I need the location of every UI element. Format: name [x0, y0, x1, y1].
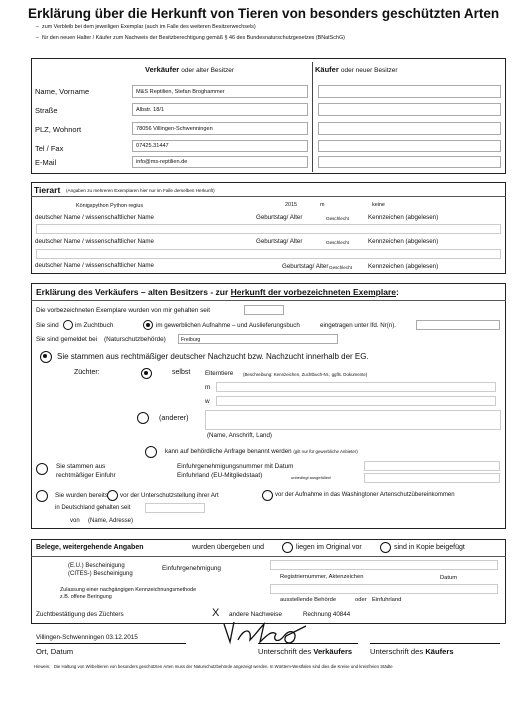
einfuhr-num-label: Einfuhrgenehmigungsnummer mit Datum [177, 463, 294, 470]
animal-1-name-label: deutscher Name / wissenschaftlicher Name [35, 214, 154, 221]
seller-street-value: Albstr. 18/1 [136, 107, 164, 113]
parent-m-field[interactable] [216, 382, 496, 392]
original-label: liegen im Original vor [296, 544, 362, 551]
eu-bescheinigung-label: (E.U.) Bescheinigung [68, 563, 125, 569]
seller-name-value: M&S Reptilien, Stefan Broghammer [136, 89, 225, 95]
cites-bescheinigung-label: (CITES-) Bescheinigung [68, 571, 133, 577]
animal-3-birth-label: Geburtstag/ Alter [282, 263, 329, 270]
unterschutz-label: vor der Unterschutzstellung ihrer Art [120, 492, 219, 499]
seller-signature-line [258, 643, 358, 644]
einfuhrland-label: Einfuhrland (EU-Mitgliedstaat) [177, 472, 263, 479]
elterntiere-label: Elterntiere [205, 370, 234, 377]
declaration-heading: Erklärung des Verkäufers – alten Besitzers - zur Herkunft der vorbezeichneten Exemplare: [36, 287, 399, 297]
gemeldet-label: Sie sind gemeldet bei [36, 336, 98, 343]
parent-w-label: w [205, 398, 210, 405]
uebergeben-label: wurden übergeben und [192, 544, 265, 551]
animals-heading-note: (Angaben zu mehreren Exemplaren hier nur im Falle derselben Herkunft) [66, 188, 215, 193]
washington-radio[interactable] [262, 490, 273, 501]
kopie-radio[interactable] [380, 542, 391, 553]
footer-note: Hinweis: Die Haltung von Wirbeltieren von besonders geschützten Arten muss der Naturschutzbehörde angezeigt werden. In Württem-Westfalen sind dies die Kreise und kreisfreien Städte [34, 664, 393, 669]
animal-2-name-label: deutscher Name / wissenschaftlicher Name [35, 238, 154, 245]
animal-1-sex-label: Geschlecht [326, 216, 349, 221]
behoerde-beleg-field[interactable] [270, 584, 498, 594]
animal-2-sex-label: Geschlecht [326, 240, 349, 245]
elterntiere-note: (Beschreibung: Kennzeichen, Zuchtbuch-Nr., ggfls. Dokumente) [243, 372, 368, 377]
seller-city-value: 78056 Villingen-Schwenningen [136, 126, 213, 132]
parties-divider [312, 62, 313, 172]
belege-heading: Belege, weitergehende Angaben [36, 544, 144, 551]
buyer-signature-line [370, 643, 500, 644]
animal-1-birth-label: Geburtstag/ Alter [256, 214, 303, 221]
ausstellende-label: ausstellende Behörde [280, 597, 337, 603]
einfuhr-radio[interactable] [36, 463, 48, 475]
zuchtbuch-label: im Zuchtbuch [75, 322, 114, 329]
washington-label: vor der Aufnahme in das Washingtoner Artenschutzübereinkommen [275, 492, 455, 498]
andere-label: andere Nachweise [229, 611, 282, 618]
animal-entry-name: Königspython Python regius [76, 203, 144, 209]
selbst-radio[interactable] [141, 368, 152, 379]
label-email: E-Mail [35, 158, 57, 167]
animals-heading: Tierart [34, 185, 61, 195]
behoerde-field[interactable] [178, 334, 338, 344]
einfuhr-num-field[interactable] [364, 461, 500, 471]
unterschutz-radio[interactable] [107, 490, 118, 501]
buyer-heading: Käufer oder neuer Besitzer [315, 65, 398, 74]
name-anschrift-label: (Name, Anschrift, Land) [207, 432, 272, 439]
einfuhrgen-label: Einfuhrgenehmigung [162, 565, 221, 572]
seller-signature-label: Unterschrift des Verkäufers [258, 647, 353, 656]
label-street: Straße [35, 106, 58, 115]
anderer-field[interactable] [205, 410, 501, 430]
animal-2-field[interactable] [36, 224, 501, 234]
bereits-radio[interactable] [36, 490, 48, 502]
bereits-label: Sie wurden bereits [55, 492, 108, 499]
animal-3-sex-label: Geschlecht [329, 265, 352, 270]
intro-line-2: – für den neuen Halter / Käufer zum Nachweis der Besitzberechtigung gemäß § 46 des Bundesnaturschutzgesetzes (BNatSchG) [36, 35, 345, 41]
animal-entry-year: 2015 [285, 202, 297, 208]
animals-heading-rule [31, 196, 506, 197]
einfuhr-label-1: Sie stammen aus [56, 463, 106, 470]
animal-3-field[interactable] [36, 249, 501, 259]
seller-heading: Verkäufer oder alter Besitzer [145, 65, 235, 74]
buyer-name-field[interactable] [318, 85, 501, 98]
buyer-email-field[interactable] [318, 156, 501, 168]
von-label: von [70, 518, 80, 524]
kept-since-field[interactable] [244, 305, 284, 315]
in-deutschland-field[interactable] [145, 503, 205, 513]
kopie-label: sind in Kopie beigefügt [394, 544, 465, 551]
label-city: PLZ, Wohnort [35, 125, 82, 134]
behoerde-value: Freiburg [181, 337, 201, 343]
anderer-label: (anderer) [159, 413, 189, 422]
gewerb-label: im gewerblichen Aufnahme – und Auslieferungsbuch [156, 322, 300, 329]
nachzucht-label: Sie stammen aus rechtmäßiger deutscher Nachzucht bzw. Nachzucht innerhalb der EG. [57, 352, 369, 361]
animal-3-mark-label: Kennzeichen (abgelesen) [368, 263, 439, 270]
einfuhrland-beleg-label: Einfuhrland [372, 597, 402, 603]
parent-m-label: m [205, 384, 211, 391]
kept-since-label: Die vorbezeichneten Exemplare wurden von mir gehalten seit [36, 307, 211, 314]
rechnung-value: Rechnung 40844 [303, 611, 351, 618]
sie-sind-label: Sie sind [36, 322, 59, 329]
zuechter-label: Züchter: [74, 369, 100, 376]
buyer-signature-label: Unterschrift des Käufers [370, 647, 454, 656]
zuchtbuch-radio[interactable] [63, 320, 73, 330]
lfd-nr-field[interactable] [416, 320, 500, 330]
seller-phone-value: 07425.31447 [136, 143, 169, 149]
page-title: Erklärung über die Herkunft von Tieren von besonders geschützten Arten [28, 6, 500, 21]
buyer-phone-field[interactable] [318, 140, 501, 152]
animal-entry-mark: keine [372, 202, 385, 208]
label-name: Name, Vorname [35, 87, 90, 96]
original-radio[interactable] [282, 542, 293, 553]
animal-1-mark-label: Kennzeichen (abgelesen) [368, 214, 439, 221]
nachzucht-radio[interactable] [40, 351, 52, 363]
zulassung-label-1: Zulassung einer nachgängigen Kennzeichnungsmethode [60, 587, 197, 593]
selbst-label: selbst [172, 369, 191, 376]
buyer-city-field[interactable] [318, 122, 501, 135]
ort-datum-label: Ort, Datum [36, 647, 74, 656]
parent-w-field[interactable] [216, 396, 496, 406]
gewerb-radio[interactable] [143, 320, 153, 330]
einfuhr-label-2: rechtmäßiger Einfuhr [56, 472, 116, 479]
label-phone: Tel / Fax [35, 144, 64, 153]
seller-email-value: info@ms-reptilien.de [136, 159, 188, 165]
behoerde-label: (Naturschutzbehörde) [104, 336, 166, 343]
anfrage-radio[interactable] [145, 446, 157, 458]
ort-datum-line [36, 643, 186, 644]
belege-heading-rule [31, 556, 506, 557]
zulassung-label-2: z.B. offene Beringung [60, 594, 112, 600]
einfuhrland-note: unbedingt ausgefüllen! [291, 475, 332, 480]
regnr-label: Registriernummer, Aktenzeichen [280, 574, 364, 580]
animal-3-name-label: deutscher Name / wissenschaftlicher Name [35, 262, 154, 269]
einfuhrland-field[interactable] [364, 473, 500, 483]
datum-label: Datum [440, 575, 458, 581]
declaration-heading-rule [31, 300, 506, 301]
place-date-value: Villingen-Schwenningen 03.12.2015 [36, 634, 138, 641]
andere-checkmark[interactable]: X [212, 607, 220, 619]
animal-2-birth-label: Geburtstag/ Alter [256, 238, 303, 245]
animal-entry-sex: m [320, 202, 325, 208]
name-adresse-label: (Name, Adresse) [88, 518, 134, 524]
animal-2-mark-label: Kennzeichen (abgelesen) [368, 238, 439, 245]
oder-label: oder [355, 597, 367, 603]
buyer-street-field[interactable] [318, 103, 501, 116]
anderer-radio[interactable] [137, 412, 149, 424]
eingetragen-label: eingetragen unter lfd. Nr(n). [320, 322, 397, 329]
in-deutschland-label: in Deutschland gehalten seit [55, 505, 131, 511]
anfrage-label: kann auf behördliche Anfrage benannt werden (gilt nur für gewerbliche Anbieter) [165, 448, 358, 455]
intro-line-1: – zum Verbleib bei dem jeweiligen Exemplar (auch im Falle des weiteren Besitzerwechsels) [36, 24, 256, 30]
zuchtbestaetigung-label: Zuchtbestätigung des Züchters [36, 611, 124, 618]
regnr-field[interactable] [270, 560, 498, 570]
